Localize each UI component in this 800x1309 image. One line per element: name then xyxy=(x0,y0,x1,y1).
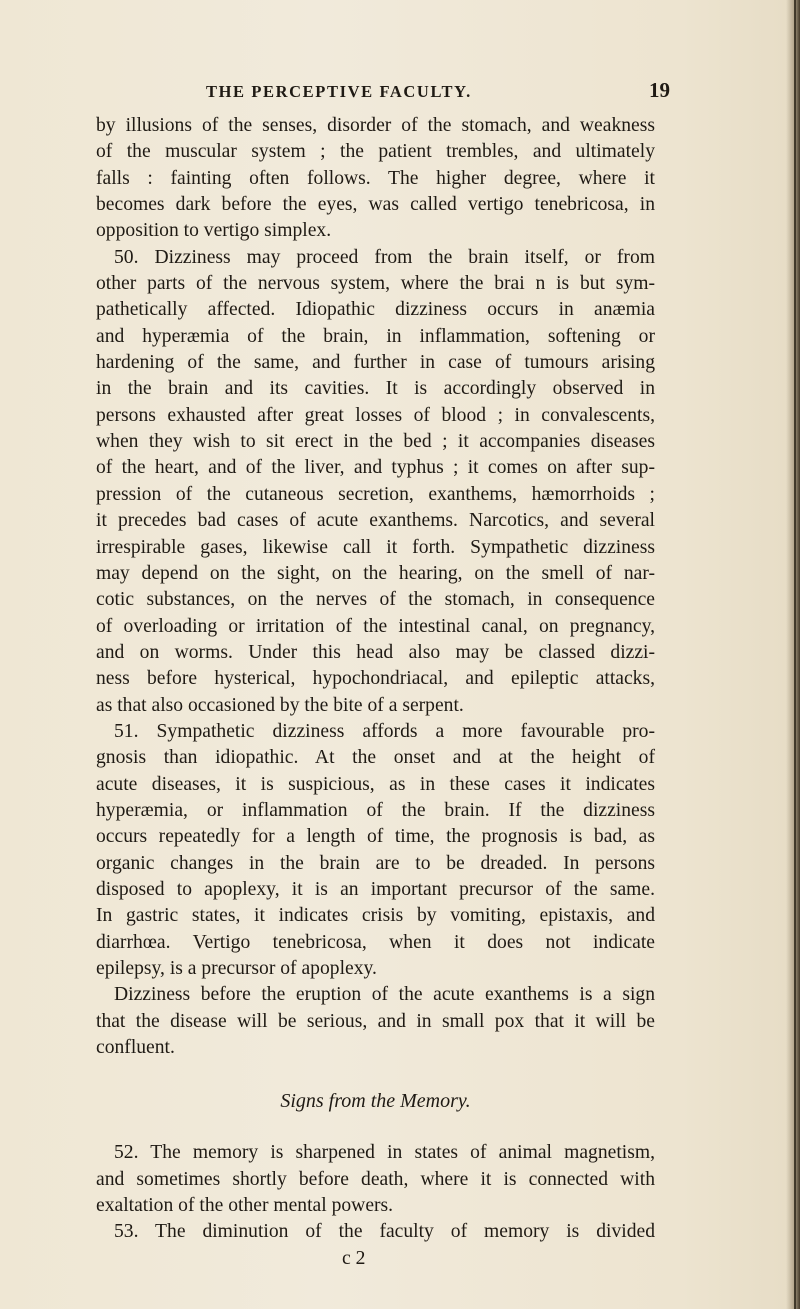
text-line: occurs repeatedly for a length of time, the prognosis is bad, as xyxy=(96,826,655,848)
text-line: Dizziness before the eruption of the acute exanthems is a sign xyxy=(114,984,655,1006)
body-text xyxy=(96,113,655,1272)
signature-mark: c 2 xyxy=(342,1247,366,1269)
text-line: other parts of the nervous system, where the brai n is but sym- xyxy=(96,273,655,295)
text-line: pathetically affected. Idiopathic dizziness occurs in anæmia xyxy=(96,299,655,321)
text-line: it precedes bad cases of acute exanthems. Narcotics, and several xyxy=(96,510,655,532)
text-line: exaltation of the other mental powers. xyxy=(96,1195,394,1217)
page-binding-edge xyxy=(786,0,800,1309)
text-line: gnosis than idiopathic. At the onset and at the height of xyxy=(96,747,655,769)
text-line: and on worms. Under this head also may be classed dizzi- xyxy=(96,641,655,663)
page-edge-line xyxy=(794,0,796,1309)
text-line: by illusions of the senses, disorder of the stomach, and weakness xyxy=(96,115,655,136)
text-line: and sometimes shortly before death, where it is connected with xyxy=(96,1168,655,1190)
text-line: organic changes in the brain are to be dreaded. In persons xyxy=(96,852,655,874)
text-line: confluent. xyxy=(96,1037,175,1059)
text-line: of the heart, and of the liver, and typhus ; it comes on after sup- xyxy=(96,457,655,479)
text-line: falls : fainting often follows. The higher degree, where it xyxy=(96,167,655,189)
paragraph-50-start: 50. Dizziness may proceed from the brain itself, or from xyxy=(114,246,655,268)
text-line: pression of the cutaneous secretion, exanthems, hæmorrhoids ; xyxy=(96,483,655,505)
text-line: epilepsy, is a precursor of apoplexy. xyxy=(96,958,377,979)
text-line: of overloading or irritation of the intestinal canal, on pregnancy, xyxy=(96,615,655,637)
page-header xyxy=(118,80,670,106)
text-line: and hyperæmia of the brain, in inflammation, softening or xyxy=(96,325,655,347)
text-line: as that also occasioned by the bite of a serpent. xyxy=(96,694,464,716)
text-line: of the muscular system ; the patient trembles, and ultimately xyxy=(96,141,655,163)
text-line: persons exhausted after great losses of blood ; in convalescents, xyxy=(96,404,655,426)
text-line: In gastric states, it indicates crisis by vomiting, epistaxis, and xyxy=(96,905,655,927)
running-head: THE PERCEPTIVE FACULTY. xyxy=(206,82,472,101)
text-line: hyperæmia, or inflammation of the brain. If the dizziness xyxy=(96,799,655,821)
text-line: cotic substances, on the nerves of the stomach, in consequence xyxy=(96,589,655,611)
section-heading: Signs from the Memory. xyxy=(280,1089,471,1112)
text-line: that the disease will be serious, and in small pox that it will be xyxy=(96,1010,655,1032)
text-line: becomes dark before the eyes, was called vertigo tenebricosa, in xyxy=(96,194,655,216)
text-line: disposed to apoplexy, it is an important precursor of the same. xyxy=(96,878,655,900)
paragraph-53-start: 53. The diminution of the faculty of memory is divided xyxy=(114,1221,655,1243)
text-line: may depend on the sight, on the hearing, on the smell of nar- xyxy=(96,562,655,584)
paragraph-51-start: 51. Sympathetic dizziness affords a more favourable pro- xyxy=(114,720,655,742)
text-line: when they wish to sit erect in the bed ; it accompanies diseases xyxy=(96,431,655,453)
text-line: opposition to vertigo simplex. xyxy=(96,220,332,242)
text-line: irrespirable gases, likewise call it forth. Sympathetic dizziness xyxy=(96,536,655,558)
text-line: acute diseases, it is suspicious, as in these cases it indicates xyxy=(96,773,655,795)
text-line: ness before hysterical, hypochondriacal, and epileptic attacks, xyxy=(96,668,655,690)
spacer xyxy=(96,1114,655,1140)
text-line: diarrhœa. Vertigo tenebricosa, when it does not indicate xyxy=(96,931,655,953)
text-line: hardening of the same, and further in case of tumours arising xyxy=(96,352,655,374)
spacer xyxy=(96,1061,655,1087)
page-number: 19 xyxy=(649,78,670,102)
paragraph-52-start: 52. The memory is sharpened in states of animal magnetism, xyxy=(114,1142,655,1164)
text-line: in the brain and its cavities. It is accordingly observed in xyxy=(96,378,655,400)
